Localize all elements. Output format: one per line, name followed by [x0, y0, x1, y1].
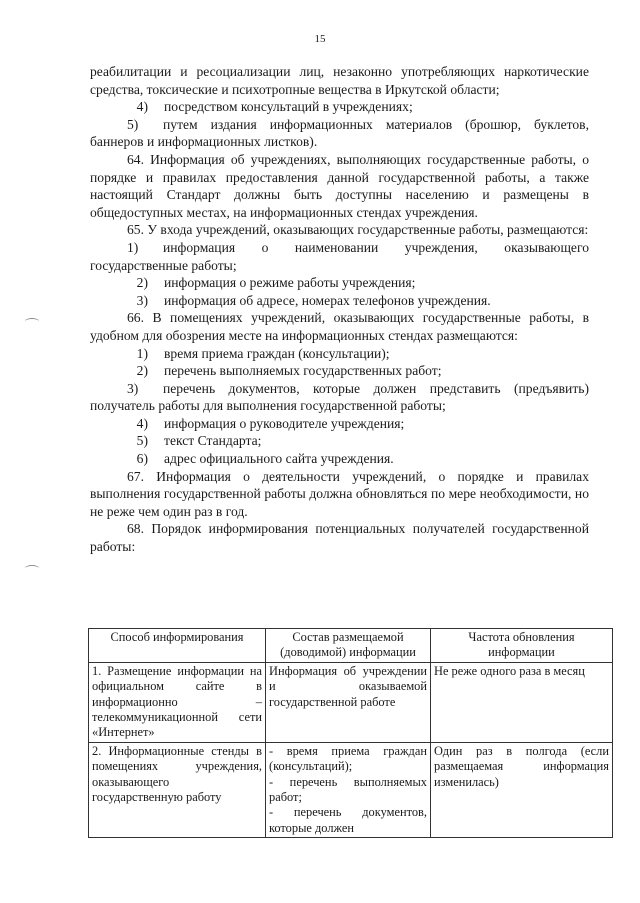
list-number: 6) [136, 451, 148, 467]
paragraph-65: 65. У входа учреждений, оказывающих государственные работы, размещаются: [127, 222, 589, 238]
list-item [90, 362, 589, 380]
list-number: 5) [136, 433, 148, 449]
list-text: перечень выполняемых государственных работ; [164, 363, 442, 379]
paragraph-68: 68. Порядок информирования потенциальных получателей государственной работы: [90, 521, 589, 555]
list-text: путем издания информационных материалов (брошюр, буклетов, баннеров и информационных листков). [90, 116, 589, 150]
list-text: информация о руководителе учреждения; [164, 415, 405, 431]
list-number: 4) [136, 415, 148, 431]
list-number: 1) [127, 239, 139, 255]
list-text: адрес официального сайта учреждения. [164, 451, 394, 467]
table-cell: - время приема граждан (консультаций); - перечень выполняемых работ; - перечень документов, которые должен [266, 742, 431, 837]
paragraph: реабилитации и ресоциализации лиц, незаконно употребляющих наркотические средства, токсические и психотропные вещества в Иркутской области; [90, 64, 589, 97]
list-item [90, 116, 589, 151]
list-text: перечень документов, которые должен представить (предъявить) получатель работы для выполнения государственной работы; [90, 380, 589, 414]
table-cell: Один раз в полгода (если размещаемая информация изменилась) [431, 742, 613, 837]
table-cell: Информация об учреждении и оказываемой государственной работе [266, 662, 431, 742]
table-header-cell: Способ информирования [89, 629, 266, 663]
table-row [89, 742, 613, 837]
paragraph-64: 64. Информация об учреждениях, выполняющих государственные работы, о порядке и правилах предоставления данной государственной работы, а также настоящий Стандарт должны быть доступны населению и размещены в общедоступных местах, на информационных стендах учреждения. [90, 151, 589, 220]
list-number: 1) [136, 345, 148, 361]
list-number: 3) [127, 380, 139, 396]
list-text: время приема граждан (консультации); [164, 345, 390, 361]
paragraph-67: 67. Информация о деятельности учреждений, о порядке и правилах выполнения государственной работы должна обновляться по мере необходимости, но не реже чем один раз в год. [90, 468, 589, 519]
list-text: информация об адресе, номерах телефонов учреждения. [164, 292, 491, 308]
paragraph-66: 66. В помещениях учреждений, оказывающих государственные работы, в удобном для обозрения месте на информационных стендах размещаются: [90, 310, 589, 343]
list-item [90, 380, 589, 415]
document-body [90, 63, 589, 556]
scan-margin-mark [25, 318, 39, 325]
table-cell: Не реже одного раза в месяц [431, 662, 613, 742]
table-header-cell: Состав размещаемой (доводимой) информации [266, 629, 431, 663]
table-cell: 1. Размещение информации на официальном сайте в информационно – телекоммуникационной сети «Интернет» [89, 662, 266, 742]
table-header-row [89, 629, 613, 663]
information-table [88, 628, 609, 838]
table-row [89, 662, 613, 742]
list-item [90, 415, 589, 433]
list-number: 5) [127, 116, 139, 132]
list-item [90, 345, 589, 363]
list-text: информация о режиме работы учреждения; [164, 275, 416, 291]
table-cell: 2. Информационные стенды в помещениях учреждения, оказывающего государственную работу [89, 742, 266, 837]
list-number: 2) [136, 275, 148, 291]
table-header-cell: Частота обновления информации [431, 629, 613, 663]
list-item [90, 450, 589, 468]
list-number: 4) [136, 99, 148, 115]
list-number: 3) [136, 292, 148, 308]
list-item [90, 239, 589, 274]
list-item [90, 432, 589, 450]
list-item [90, 274, 589, 292]
scan-margin-mark [25, 565, 39, 572]
list-text: текст Стандарта; [164, 433, 262, 449]
list-text: посредством консультаций в учреждениях; [164, 99, 413, 115]
list-item [90, 292, 589, 310]
list-text: информация о наименовании учреждения, оказывающего государственные работы; [90, 239, 589, 273]
page-number: 15 [314, 33, 326, 45]
list-number: 2) [136, 363, 148, 379]
list-item [90, 98, 589, 116]
